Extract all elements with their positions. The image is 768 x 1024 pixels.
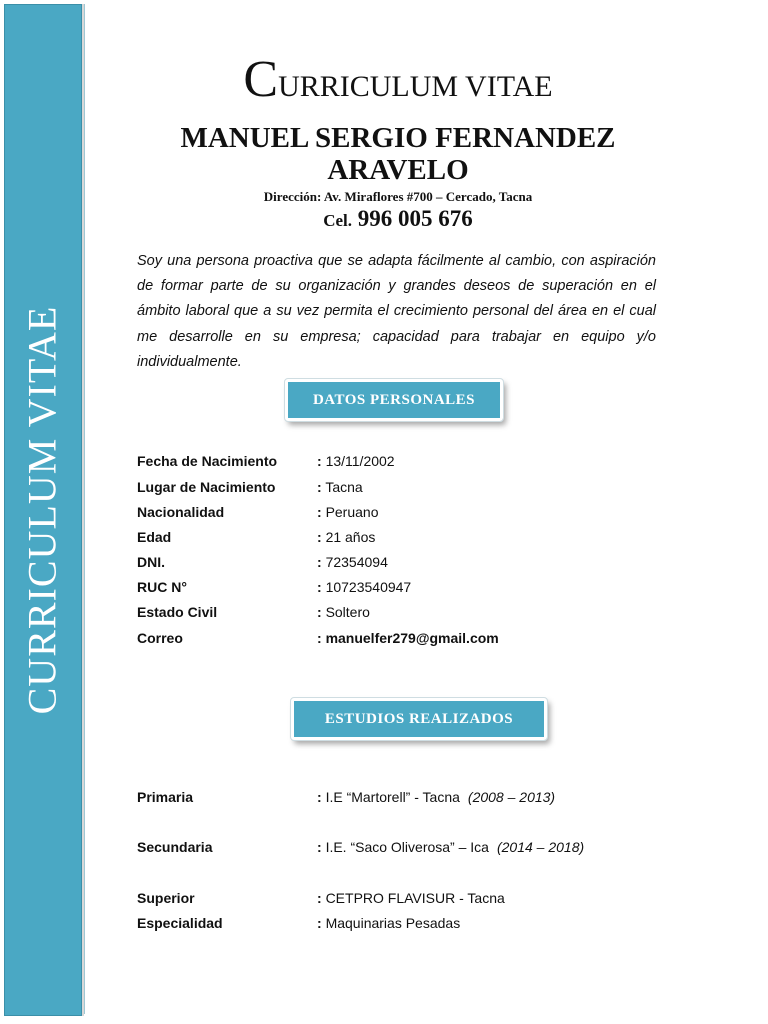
row-label: RUC N° (137, 579, 187, 595)
personal-row (137, 552, 677, 572)
personal-row (137, 502, 677, 522)
name-line-1: MANUEL SERGIO FERNANDEZ (180, 122, 616, 154)
title-initial: C (243, 51, 279, 108)
personal-row (137, 628, 677, 648)
row-label: Edad (137, 529, 172, 545)
personal-row (137, 477, 677, 497)
sidebar-rule (84, 4, 85, 1014)
estudios-row (137, 913, 677, 933)
row-label: Secundaria (137, 839, 213, 855)
row-value: : CETPRO FLAVISUR - Tacna (317, 890, 505, 906)
estudios-row (137, 888, 677, 908)
row-label: Especialidad (137, 915, 223, 931)
row-label: Estado Civil (137, 604, 218, 620)
section-heading-estudios: ESTUDIOS REALIZADOS (291, 698, 547, 740)
row-value: : 21 años (317, 529, 376, 545)
personal-row (137, 451, 677, 471)
personal-row (137, 527, 677, 547)
phone-label: Cel. (323, 211, 353, 230)
row-value: : 10723540947 (317, 579, 412, 595)
row-label: Fecha de Nacimiento (137, 453, 278, 469)
personal-row (137, 577, 677, 597)
personal-row (137, 602, 677, 622)
row-years: (2008 – 2013) (467, 789, 556, 805)
row-label: DNI. (137, 554, 165, 570)
row-years: (2014 – 2018) (496, 839, 585, 855)
row-label: Superior (137, 890, 195, 906)
person-name (130, 122, 666, 186)
profile-summary: Soy una persona proactiva que se adapta fácilmente al cambio, con aspiración de formar parte de su organización y grandes deseos de superación en el ámbito laboral que a su vez permita el crecimiento personal del área en el cual me desarrolle en su empresa; capacidad para trabajar en equipo y/o individualmente. (137, 253, 656, 370)
phone (130, 206, 666, 232)
row-value: : I.E. “Saco Oliverosa” – Ica (2014 – 2018) (317, 839, 585, 855)
row-value: : 13/11/2002 (317, 453, 395, 469)
row-value: : I.E “Martorell” - Tacna (2008 – 2013) (317, 789, 556, 805)
row-label: Primaria (137, 789, 194, 805)
row-label: Lugar de Nacimiento (137, 479, 276, 495)
estudios-row (137, 787, 677, 807)
row-label: Correo (137, 630, 183, 646)
address: Dirección: Av. Miraflores #700 – Cercado, Tacna (263, 189, 533, 204)
title-rest: URRICULUM VITAE (278, 70, 553, 103)
document-title (130, 50, 666, 109)
row-value: : Maquinarias Pesadas (317, 915, 461, 931)
row-value: : Soltero (317, 604, 370, 620)
row-value: : 72354094 (317, 554, 388, 570)
row-value: : Peruano (317, 504, 379, 520)
email-value: : manuelfer279@gmail.com (317, 630, 499, 646)
row-value: : Tacna (317, 479, 363, 495)
phone-number: 996 005 676 (357, 206, 473, 231)
estudios-row (137, 837, 677, 857)
name-line-2: ARAVELO (327, 154, 469, 186)
sidebar-title: CURRICULUM VITAE (19, 305, 65, 715)
section-heading-personal: DATOS PERSONALES (285, 379, 503, 421)
row-label: Nacionalidad (137, 504, 225, 520)
